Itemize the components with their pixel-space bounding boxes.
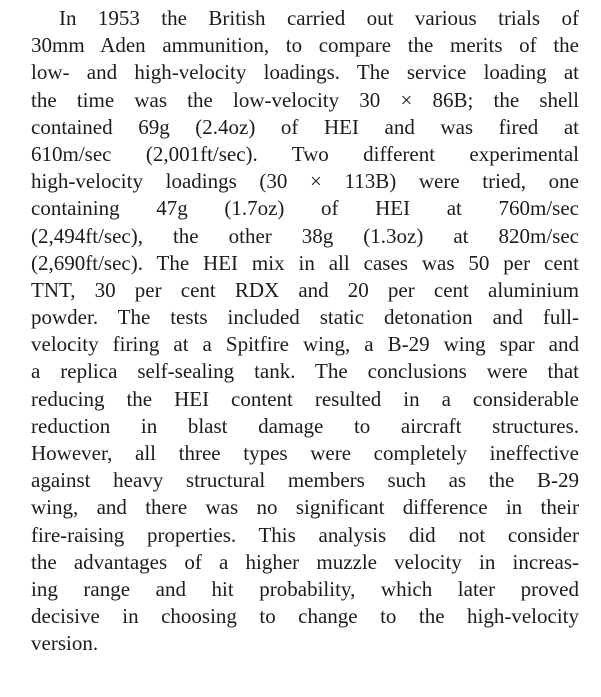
paragraph-line: decisive in choosing to change to the high-velocity xyxy=(31,604,579,629)
paragraph-line: high-velocity loadings (30 × 113B) were tried, one xyxy=(31,169,579,194)
paragraph-line: reduction in blast damage to aircraft structures. xyxy=(31,413,579,438)
paragraph-line: velocity firing at a Spitfire wing, a B-29 wing spar and xyxy=(31,332,579,357)
paragraph-line: reducing the HEI content resulted in a considerable xyxy=(31,386,579,411)
paragraph-line: wing, and there was no significant difference in their xyxy=(31,495,579,520)
paragraph-line: ing range and hit probability, which later proved xyxy=(31,576,579,601)
paragraph-line: a replica self-sealing tank. The conclusions were that xyxy=(31,359,579,384)
paragraph-line: containing 47g (1.7oz) of HEI at 760m/sec xyxy=(31,196,579,221)
paragraph-line: However, all three types were completely ineffective xyxy=(31,441,579,465)
paragraph-line: version. xyxy=(31,631,99,656)
paragraph-line: TNT, 30 per cent RDX and 20 per cent aluminium xyxy=(31,277,579,302)
paragraph-line: the time was the low-velocity 30 × 86B; the shell xyxy=(31,87,579,112)
paragraph-line: fire-raising properties. This analysis did not consider xyxy=(31,522,579,547)
paragraph-line: (2,494ft/sec), the other 38g (1.3oz) at 820m/sec xyxy=(31,223,579,248)
paragraph-line: powder. The tests included static detonation and full- xyxy=(31,305,579,330)
paragraph-line: low- and high-velocity loadings. The service loading at xyxy=(31,60,579,85)
text-paragraph xyxy=(31,5,579,658)
paragraph-line: 30mm Aden ammunition, to compare the merits of the xyxy=(31,33,579,58)
paragraph-line: the advantages of a higher muzzle velocity in increas- xyxy=(31,549,579,574)
paragraph-line: In 1953 the British carried out various trials of xyxy=(59,6,579,30)
paragraph-line: against heavy structural members such as the B-29 xyxy=(31,468,579,493)
paragraph-line: (2,690ft/sec). The HEI mix in all cases was 50 per cent xyxy=(31,250,579,275)
paragraph-line: contained 69g (2.4oz) of HEI and was fired at xyxy=(31,114,579,139)
paragraph-line: 610m/sec (2,001ft/sec). Two different experimental xyxy=(31,141,579,166)
